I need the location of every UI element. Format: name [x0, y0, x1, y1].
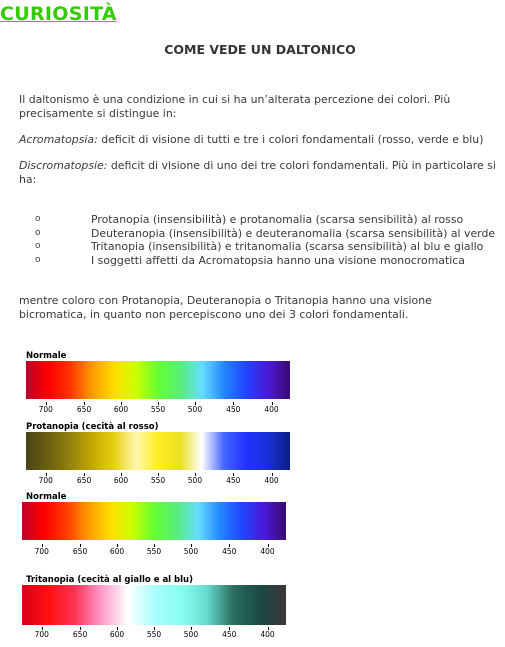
- tick-label: 550: [150, 405, 166, 414]
- tick-label: 500: [187, 476, 203, 485]
- list-item-text: Deuteranopia (insensibilità) e deuteranomalia (scarsa sensibilità) al verde: [91, 226, 496, 240]
- tick-label: 500: [187, 405, 203, 414]
- list-item-text: Protanopia (insensibilità) e protanomalia (scarsa sensibilità) al rosso: [91, 213, 464, 226]
- acromatopsia-paragraph: [19, 133, 499, 147]
- tick-label: 450: [222, 547, 237, 556]
- discromatopsie-text: deficit di visione di uno dei tre colori fondamentali. Più in particolare si ha:: [19, 159, 496, 186]
- tick-label: 600: [113, 405, 129, 414]
- tick-label: 450: [226, 476, 241, 485]
- list-item-text: I soggetti affetti da Acromatopsia hanno una visione monocromatica: [91, 253, 465, 267]
- spectrum-normale-label: Normale: [26, 351, 67, 361]
- bullet-icon: o: [35, 214, 41, 224]
- tick-label: 400: [264, 476, 279, 485]
- spectrum-tritanopia-scale: [22, 630, 286, 640]
- tick-label: 500: [183, 547, 199, 556]
- spectrum-normale-2-bar: [22, 502, 286, 540]
- tick-label: 450: [222, 630, 237, 639]
- tick-label: 650: [76, 476, 92, 485]
- discromatopsie-paragraph: [19, 159, 499, 187]
- tick-label: 650: [76, 405, 92, 414]
- tick-label: 600: [113, 476, 129, 485]
- spectrum-protanopia-scale: [26, 476, 290, 486]
- acromatopsia-term: Acromatopsia:: [19, 133, 98, 146]
- bullet-icon: o: [35, 241, 41, 251]
- page-heading: CURIOSITÀ: [0, 3, 117, 25]
- tick-label: 400: [260, 547, 275, 556]
- tick-label: 550: [146, 630, 162, 639]
- tick-label: 600: [109, 630, 125, 639]
- tick-label: 650: [72, 630, 88, 639]
- list-item: [35, 213, 505, 227]
- spectrum-protanopia-bar: [26, 432, 290, 470]
- tick-label: 700: [38, 476, 53, 485]
- tick-label: 700: [34, 547, 49, 556]
- list-item-text: Tritanopia (insensibilità) e tritanomalia (scarsa sensibilità) al blu e giallo: [91, 240, 484, 253]
- spectrum-normale-2-scale: [22, 547, 286, 557]
- tick-label: 400: [264, 405, 279, 414]
- tick-label: 500: [183, 630, 199, 639]
- tick-label: 700: [34, 630, 49, 639]
- tick-label: 400: [260, 630, 275, 639]
- list-item: [35, 254, 505, 268]
- tick-label: 650: [72, 547, 88, 556]
- tick-label: 550: [150, 476, 166, 485]
- tick-label: 700: [38, 405, 53, 414]
- spectrum-normale-bar: [26, 361, 290, 399]
- tick-label: 550: [146, 547, 162, 556]
- list-item: [35, 240, 505, 254]
- closing-paragraph: mentre coloro con Protanopia, Deuteranopia o Tritanopia hanno una visione bicromatica, in quanto non percepiscono uno dei 3 colori fondamentali.: [19, 294, 432, 321]
- page-subtitle: COME VEDE UN DALTONICO: [164, 42, 356, 57]
- spectrum-normale-2-label: Normale: [26, 492, 67, 502]
- tick-label: 600: [109, 547, 125, 556]
- bullet-list: [35, 213, 505, 267]
- list-item: [35, 227, 505, 241]
- spectrum-protanopia-label: Protanopia (cecità al rosso): [26, 422, 159, 432]
- spectrum-tritanopia-bar: [22, 585, 286, 625]
- bullet-icon: o: [35, 254, 41, 265]
- tick-label: 450: [226, 405, 241, 414]
- spectrum-normale-scale: [26, 405, 290, 415]
- discromatopsie-term: Discromatopsie:: [19, 159, 108, 172]
- spectrum-tritanopia-label: Tritanopia (cecità al giallo e al blu): [26, 575, 193, 585]
- bullet-icon: o: [35, 227, 41, 238]
- intro-paragraph: Il daltonismo è una condizione in cui si ha un’alterata percezione dei colori. Più precisamente si distingue in:: [19, 93, 451, 120]
- acromatopsia-text: deficit di visione di tutti e tre i colori fondamentali (rosso, verde e blu): [97, 133, 484, 146]
